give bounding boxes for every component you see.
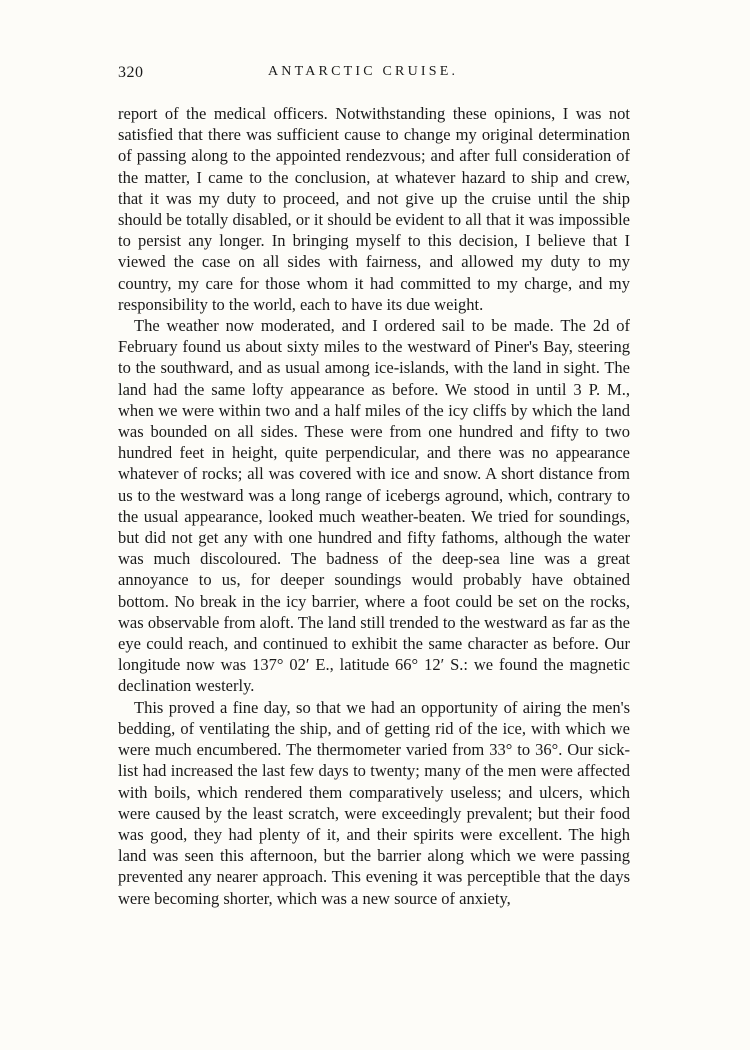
paragraph-1: report of the medical officers. Notwithstanding these opinions, I was not satisfied that there was sufficient cause to change my original determination of passing along to the appointed rendezvous; and after full consideration of the matter, I came to the conclusion, at whatever hazard to ship and crew, that it was my duty to proceed, and not give up the cruise until the ship should be totally disabled, or it should be evident to all that it was impossible to persist any longer. In bringing myself to this decision, I believe that I viewed the case on all sides with fairness, and allowed my duty to my country, my care for those whom it had committed to my charge, and my responsibility to the world, each to have its due weight. — [118, 104, 630, 314]
page-number: 320 — [118, 64, 144, 81]
body-text — [118, 103, 630, 909]
running-head — [118, 62, 630, 84]
paragraph-2: The weather now moderated, and I ordered sail to be made. The 2d of February found us about sixty miles to the westward of Piner's Bay, steering to the southward, and as usual among ice-islands, with the land in sight. The land had the same lofty appearance as before. We stood in until 3 P. M., when we were within two and a half miles of the icy cliffs by which the land was bounded on all sides. These were from one hundred and fifty to two hundred feet in height, quite perpendicular, and there was no appearance whatever of rocks; all was covered with ice and snow. A short distance from us to the westward was a long range of icebergs aground, which, contrary to the usual appearance, looked much weather-beaten. We tried for soundings, but did not get any with one hundred and fifty fathoms, although the water was much discoloured. The badness of the deep-sea line was a great annoyance to us, for deeper soundings would probably have obtained bottom. No break in the icy barrier, where a foot could be set on the rocks, was observable from aloft. The land still trended to the westward as far as the eye could reach, and continued to exhibit the same character as before. Our longitude now was 137° 02′ E., latitude 66° 12′ S.: we found the magnetic declination westerly. — [118, 316, 630, 696]
running-title: ANTARCTIC CRUISE. — [268, 64, 459, 79]
paragraph-3: This proved a fine day, so that we had an opportunity of airing the men's bedding, of ventilating the ship, and of getting rid of the ice, with which we were much encumbered. The thermometer varied from 33° to 36°. Our sick-list had increased the last few days to twenty; many of the men were affected with boils, which rendered them comparatively useless; and ulcers, which were caused by the least scratch, were exceedingly prevalent; but their food was good, they had plenty of it, and their spirits were excellent. The high land was seen this afternoon, but the barrier along which we were passing prevented any nearer approach. This evening it was perceptible that the days were becoming shorter, which was a new source of anxiety, — [118, 697, 630, 908]
